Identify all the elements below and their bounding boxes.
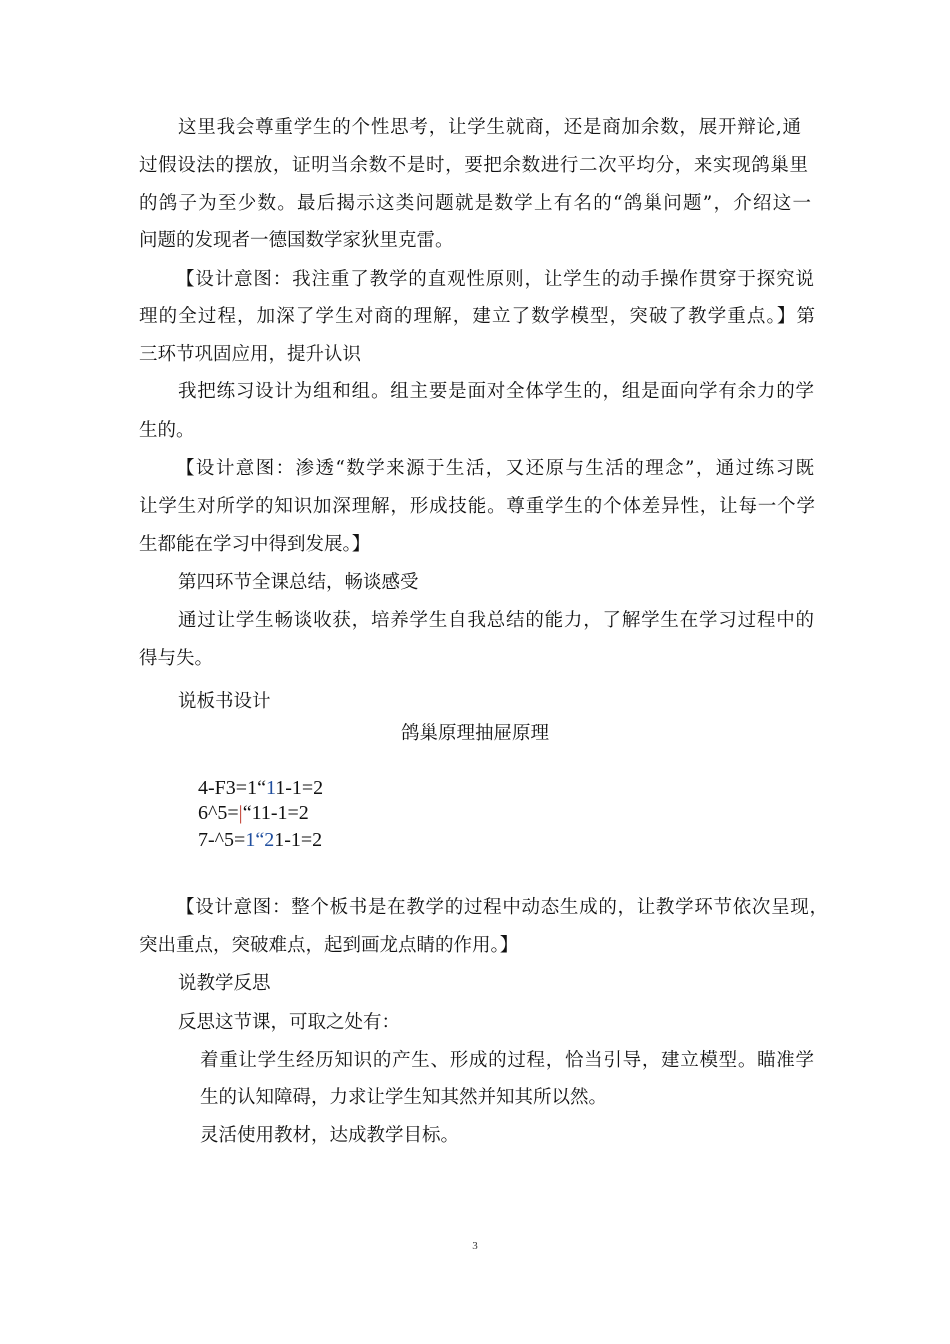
section-4-heading: 第四环节全课总结，畅谈感受 <box>178 572 419 593</box>
board-equation-1-part-a: 4-F3=1“ <box>198 777 266 799</box>
paragraph-1-line-2: 过假设法的摆放，证明当余数不是时，要把余数进行二次平均分，来实现鸽巢里 <box>139 155 808 176</box>
board-equation-1-part-c: 1-1=2 <box>275 777 324 799</box>
board-equation-3-part-c: 1-1=2 <box>274 829 323 851</box>
board-equation-2-part-c: “11-1=2 <box>242 802 309 824</box>
board-equation-3-part-b: 1“2 <box>245 829 275 851</box>
paragraph-4-line-2: 让学生对所学的知识加深理解，形成技能。尊重学生的个体差异性，让每一个学 <box>139 496 815 517</box>
board-design-heading: 说板书设计 <box>178 691 271 712</box>
board-equation-2-part-b: | <box>238 802 243 824</box>
paragraph-4-line-1: 【设计意图：渗透“数学来源于生活，又还原与生活的理念”，通过练习既 <box>176 458 814 479</box>
reflection-heading: 说教学反思 <box>178 973 271 994</box>
paragraph-2-line-3: 三环节巩固应用，提升认识 <box>139 344 362 365</box>
paragraph-3-line-1: 我把练习设计为组和组。组主要是面对全体学生的，组是面向学有余力的学 <box>178 381 814 402</box>
paragraph-6-line-2: 突出重点，突破难点，起到画龙点睛的作用。】 <box>139 935 519 956</box>
reflection-item-2: 灵活使用教材，达成教学目标。 <box>200 1125 460 1146</box>
page-number: 3 <box>472 1240 478 1252</box>
paragraph-2-line-1: 【设计意图：我注重了教学的直观性原则，让学生的动手操作贯穿于探究说 <box>176 269 814 290</box>
paragraph-3-line-2: 生的。 <box>139 420 195 441</box>
board-title: 鸽巢原理抽屉原理 <box>401 723 550 744</box>
board-equation-1-part-b: 1 <box>265 777 276 799</box>
board-equation-1 <box>198 776 323 800</box>
paragraph-1-line-4: 问题的发现者一德国数学家狄里克雷。 <box>139 230 454 251</box>
reflection-intro: 反思这节课，可取之处有： <box>178 1012 401 1033</box>
paragraph-5-line-2: 得与失。 <box>139 648 214 669</box>
paragraph-4-line-3: 生都能在学习中得到发展。】 <box>139 534 371 555</box>
reflection-item-1-line-1: 着重让学生经历知识的产生、形成的过程，恰当引导，建立模型。瞄准学 <box>200 1050 814 1071</box>
board-equation-2-part-a: 6^5= <box>198 802 239 824</box>
paragraph-6-line-1: 【设计意图：整个板书是在教学的过程中动态生成的，让教学环节依次呈现， <box>176 897 828 918</box>
board-equation-2 <box>198 801 309 825</box>
board-equation-3-part-a: 7-^5= <box>198 829 246 851</box>
paragraph-2-line-2: 理的全过程，加深了学生对商的理解，建立了数学模型，突破了教学重点。】第 <box>139 306 815 327</box>
paragraph-1-line-1: 这里我会尊重学生的个性思考，让学生就商，还是商加余数，展开辩论,通 <box>178 117 801 138</box>
paragraph-1-line-3: 的鸽子为至少数。最后揭示这类问题就是数学上有名的“鸽巢问题”，介绍这一 <box>139 193 811 214</box>
reflection-item-1-line-2: 生的认知障碍，力求让学生知其然并知其所以然。 <box>200 1087 608 1108</box>
board-equation-3 <box>198 828 322 852</box>
paragraph-5-line-1: 通过让学生畅谈收获，培养学生自我总结的能力，了解学生在学习过程中的 <box>178 610 814 631</box>
